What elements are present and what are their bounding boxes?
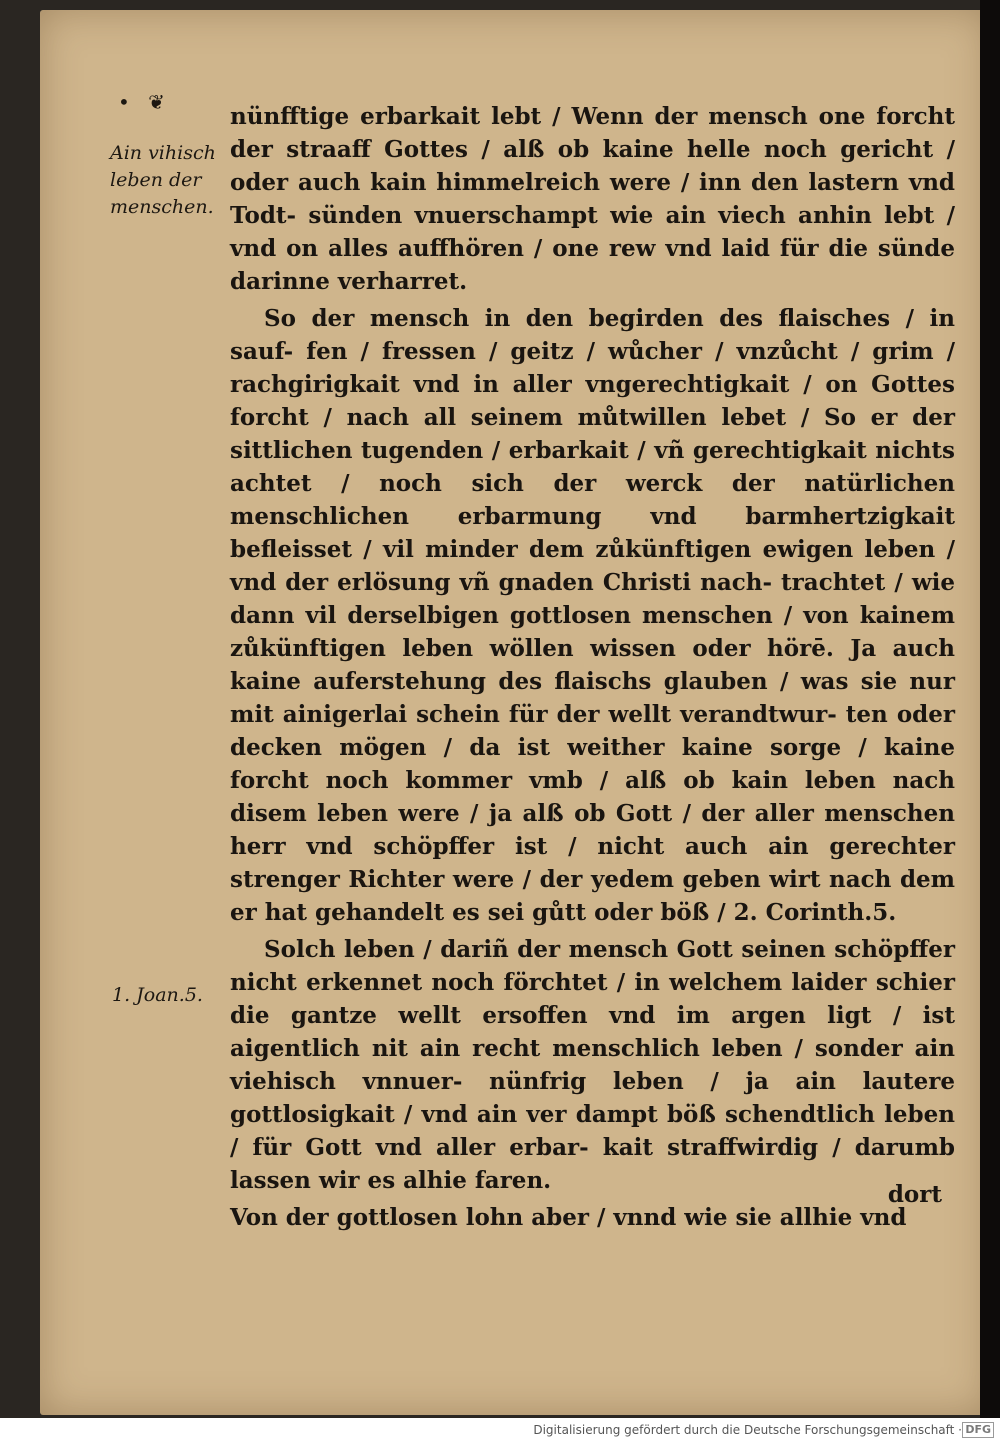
paragraph-4: Von der gottlosen lohn aber / vnnd wie sie allhie vnd: [230, 1204, 907, 1231]
marginal-note-1: Ain vihisch leben der menschen.: [110, 142, 216, 218]
main-text: [230, 100, 955, 1234]
paragraph-3: Solch leben / dariñ der mensch Gott seinen schöpffer nicht erkennet noch förchtet / in welchem laider schier die gantze wellt ersoffen vnd im argen ligt / ist aigentlich nit ain recht menschlich leben / sonder ain viehisch vnnuer- nünfrig leben / ja ain lautere gottlosigkait / vnd ain ver dampt böß schendtlich leben / für Gott vnd aller erbar- kait straffwirdig / darumb lassen wir es alhie faren.: [230, 936, 955, 1194]
catchword: dort: [887, 1181, 942, 1208]
ornament-marks: • ❦: [118, 90, 171, 114]
page-edge-shadow: [980, 0, 1000, 1418]
dfg-logo: DFG: [962, 1422, 994, 1438]
footer-credit: Digitalisierung gefördert durch die Deutsche Forschungsgemeinschaft ·: [533, 1423, 962, 1437]
paragraph-2: So der mensch in den begirden des flaisches / in sauf- fen / fressen / geitz / wůcher / vnzůcht / grim / rachgirigkait vnd in aller vngerechtigkait / on Gottes forcht / nach all seinem můtwillen lebet / So er der sittlichen tugenden / erbarkait / vñ gerechtigkait nichts achtet / noch sich der werck der natürlichen menschlichen erbarmung vnd barmhertzigkait befleisset / vil minder dem zůkünftigen ewigen leben / vnd der erlösung vñ gnaden Christi nach- trachtet / wie dann vil derselbigen gottlosen menschen / von kainem zůkünftigen leben wöllen wissen oder hörē. Ja auch kaine auferstehung des flaischs glauben / was sie nur mit ainigerlai schein für der wellt verandtwur- ten oder decken mögen / da ist weither kaine sorge / kaine forcht noch kommer vmb / alß ob kain leben nach disem leben were / ja alß ob Gott / der aller menschen herr vnd schöpffer ist / nicht auch ain gerechter strenger Richter were / der yedem geben wirt nach dem er hat gehandelt es sei gůtt oder böß / 2. Corinth.5.: [230, 305, 955, 926]
marginal-note-2: 1. Joan.5.: [112, 984, 203, 1006]
paragraph-1: nünfftige erbarkait lebt / Wenn der mensch one forcht der straaff Gottes / alß ob kaine helle noch gericht / oder auch kain himmelreich were / inn den lastern vnd Todt- sünden vnuerschampt wie ain viech anhin lebt / vnd on alles auffhören / one rew vnd laid für die sünde darinne verharret.: [230, 103, 955, 295]
digitization-footer: [0, 1418, 1000, 1443]
